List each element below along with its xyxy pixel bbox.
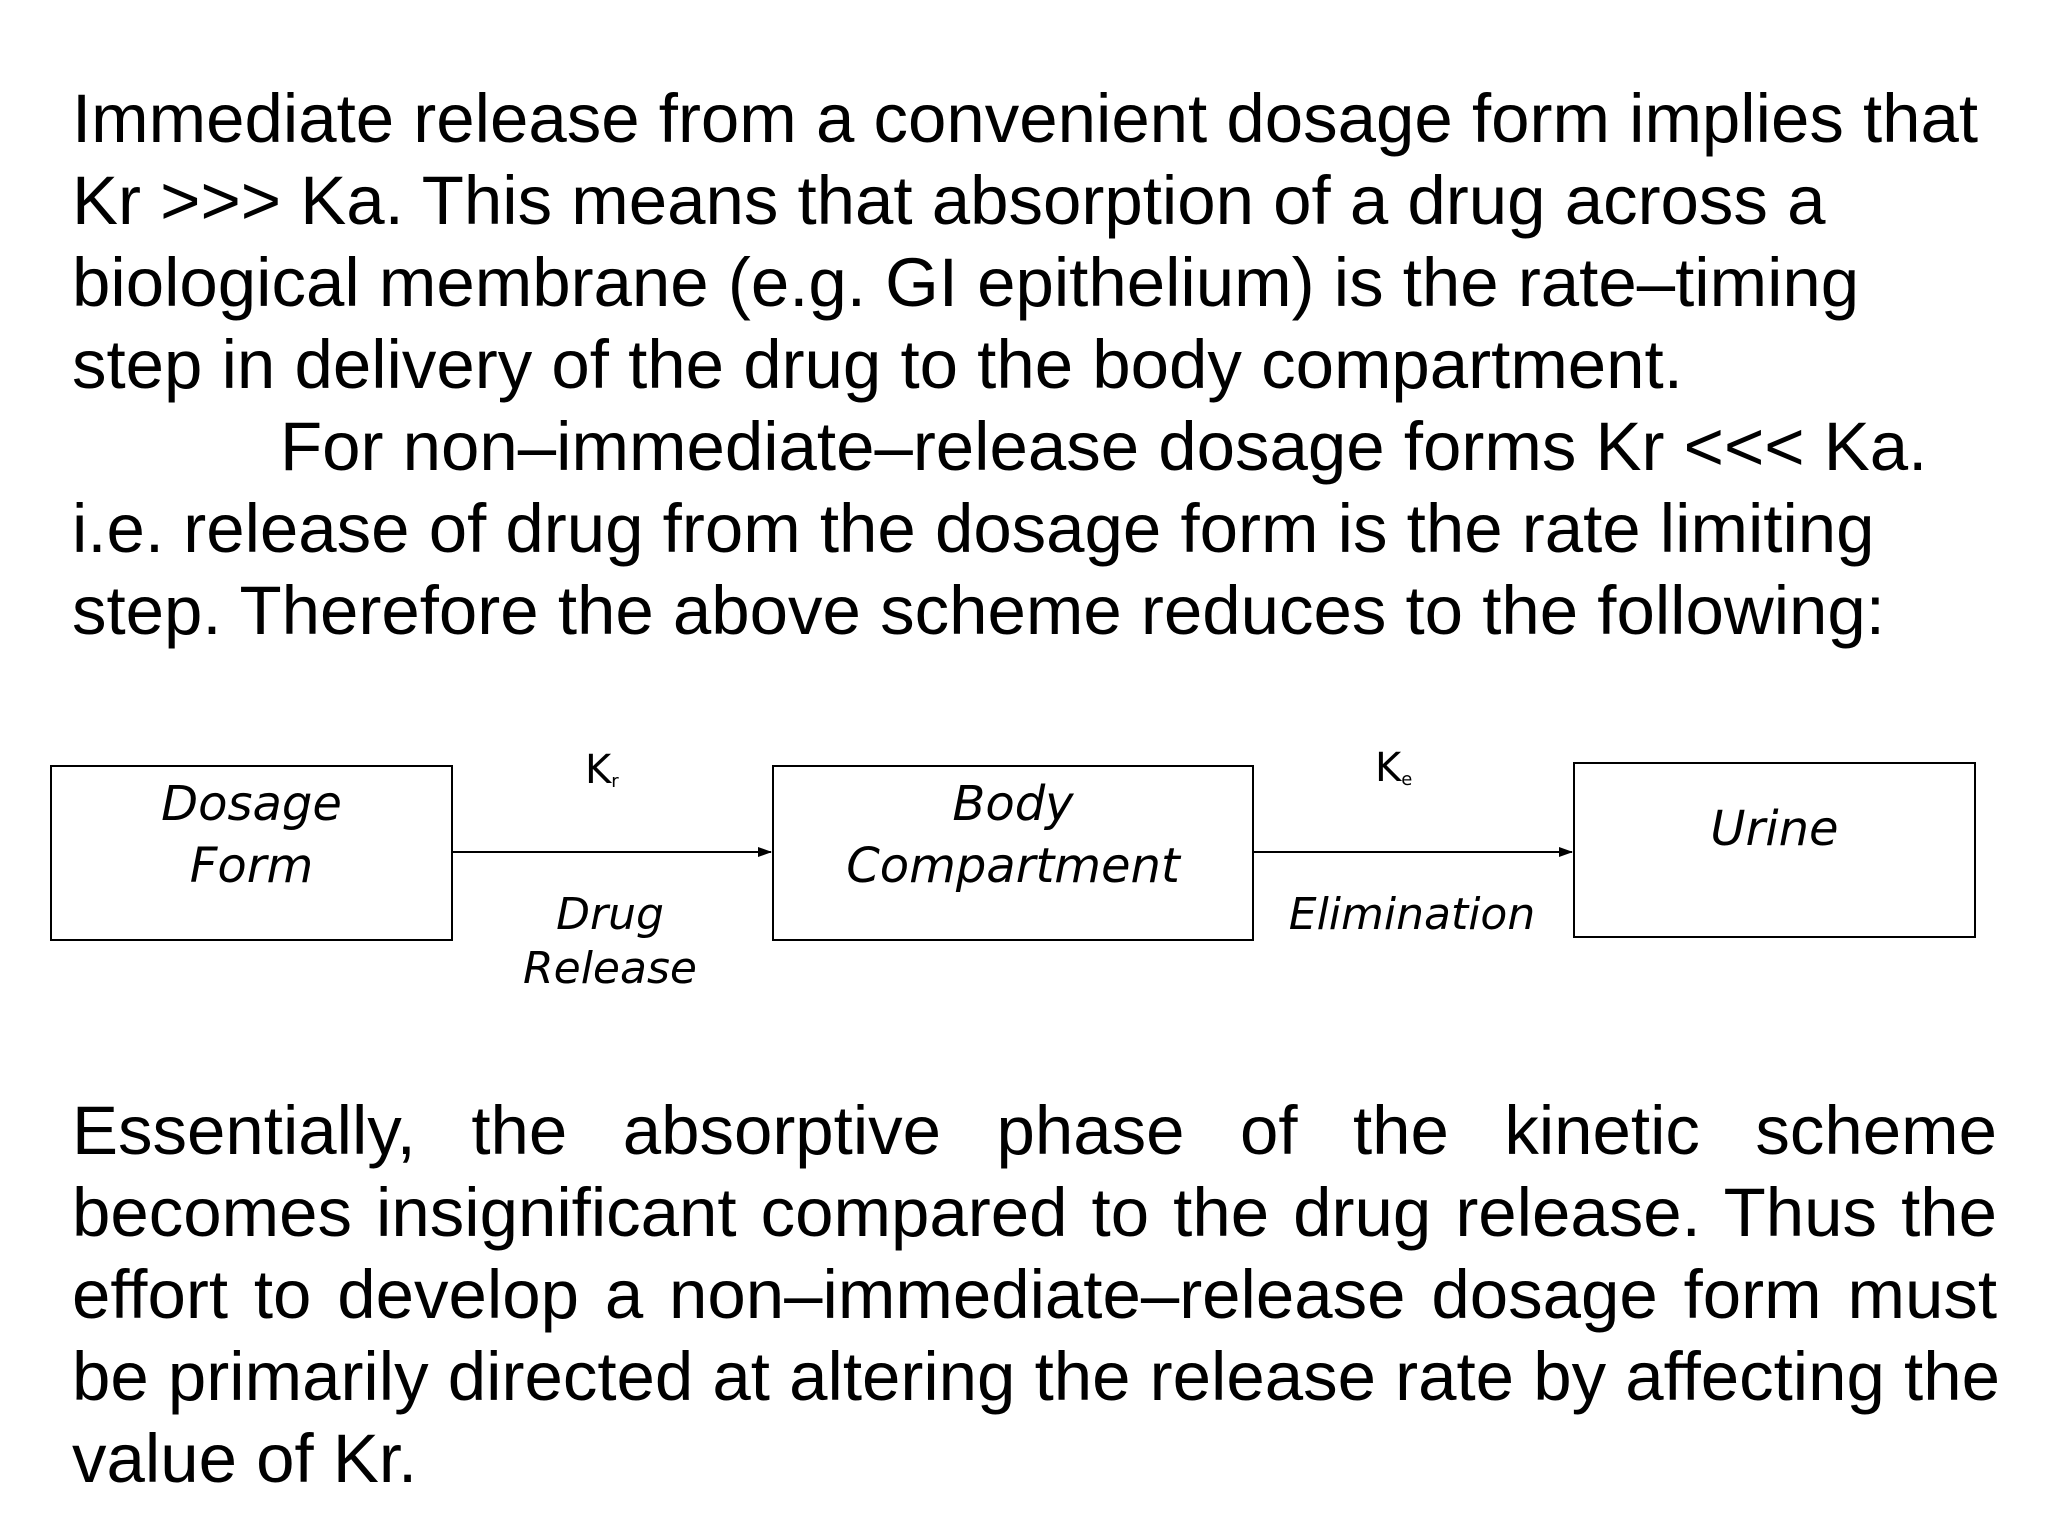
drug-release-label-line2: Release (523, 943, 697, 994)
text-line: effort to develop a non–immediate–release dosage form must (72, 1256, 1997, 1333)
text-line: For non–immediate–release dosage forms Kr <<< Ka. (280, 408, 1928, 485)
elimination-label (1272, 888, 1552, 942)
body-compartment-label-line2: Compartment (846, 838, 1180, 894)
body-compartment-box (772, 765, 1254, 941)
rate-subscript: r (611, 771, 619, 792)
text-line: Immediate release from a convenient dosage form implies that (72, 80, 1979, 157)
dosage-form-label-line2: Form (189, 838, 314, 894)
text-line: step in delivery of the drug to the body compartment. (72, 326, 1683, 403)
rate-symbol: K (585, 747, 612, 793)
urine-label: Urine (1710, 801, 1839, 857)
release-rate-constant (585, 747, 619, 802)
drug-release-label (500, 888, 720, 996)
text-line: biological membrane (e.g. GI epithelium) is the rate–timing (72, 244, 1860, 321)
text-line: i.e. release of drug from the dosage form is the rate limiting (72, 490, 1875, 567)
text-line: be primarily directed at altering the release rate by affecting the (72, 1338, 2000, 1415)
text-line: Essentially, the absorptive phase of the kinetic scheme (72, 1092, 1997, 1169)
urine-box (1573, 762, 1976, 938)
conclusion-paragraph (72, 1090, 2000, 1500)
text-line: step. Therefore the above scheme reduces to the following: (72, 572, 1885, 649)
text-line: value of Kr. (72, 1420, 418, 1497)
dosage-form-box (50, 765, 453, 941)
rate-subscript: e (1401, 769, 1413, 790)
text-line: becomes insignificant compared to the drug release. Thus the (72, 1174, 1997, 1251)
elimination-rate-constant (1375, 745, 1413, 800)
dosage-form-label-line1: Dosage (161, 776, 342, 832)
rate-symbol: K (1375, 745, 1402, 791)
text-line: Kr >>> Ka. This means that absorption of a drug across a (72, 162, 1826, 239)
body-compartment-label-line1: Body (952, 776, 1074, 832)
elimination-label-text: Elimination (1288, 889, 1536, 940)
drug-release-label-line1: Drug (556, 889, 664, 940)
